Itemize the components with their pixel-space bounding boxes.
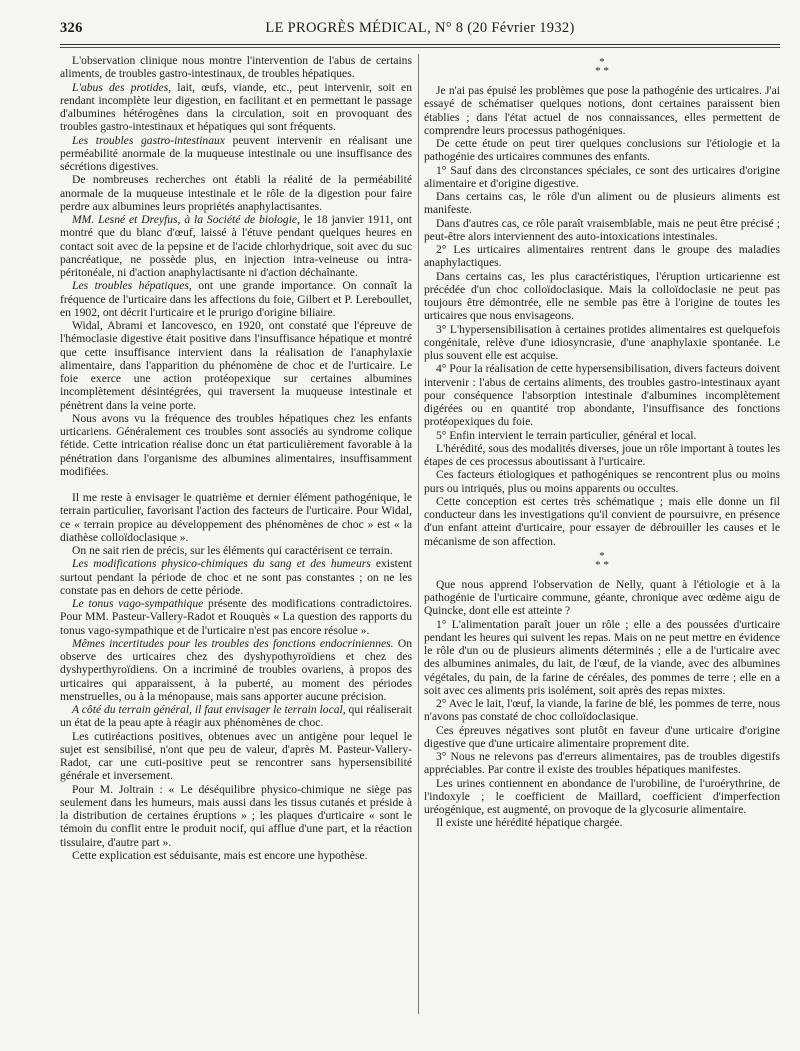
paragraph	[424, 270, 780, 323]
paragraph	[424, 323, 780, 363]
paragraph-text: Dans certains cas, le rôle d'un aliment ou de plusieurs aliments est manifeste.	[424, 190, 780, 217]
paragraph	[60, 279, 412, 319]
paragraph-text: 3° L'hypersensibilisation à certaines protides alimentaires est quelquefois congénitale, relève d'une idiosyncrasie, d'une anaphylaxie spontanée. Le plus souvent elle est acquise.	[424, 322, 780, 362]
paragraph-text: Nous avons vu la fréquence des troubles hépatiques chez les enfants urticariens. Généralement ces troubles sont associés au syndrome colique fétide. Cette intrication réalise donc un état particulièrement favorable à la pénétration dans l'organisme des albumines alimentaires, insuffisamment modifiées.	[60, 411, 412, 478]
paragraph	[424, 495, 780, 548]
paragraph-text: L'observation clinique nous montre l'intervention de l'abus de certains aliments, de troubles gastro-intestinaux, de troubles hépatiques.	[60, 54, 412, 81]
paragraph-text: On observe des urticaires chez des dyshypothyroïdiens et chez des dyshyperthyroïdiens. On a incriminé de troubles ovariens, à propos des urticaires qui apparaissent, à la puberté, au moment des périodes menstruelles, ou à la ménopause, mais sans apporter aucune précision.	[60, 636, 412, 703]
paragraph-text: De nombreuses recherches ont établi la réalité de la perméabilité anormale de la muqueuse intestinale et le rôle de la digestion pour faire perdre aux albumines leurs propriétés anaphylactisantes.	[60, 173, 412, 213]
paragraph	[424, 618, 780, 698]
paragraph-lead: Les troubles hépatiques,	[72, 279, 192, 293]
paragraph	[424, 164, 780, 191]
paragraph	[60, 412, 412, 478]
paragraph	[424, 578, 780, 618]
paragraph	[424, 84, 780, 137]
paragraph-text: lait, œufs, viande, etc., peut intervenir, soit en rendant incomplète leur digestion, en facilitant et en permettant le passage d'albumines hétérogènes dans la circulation, soit en provoquant des troubles gastro-intestinaux et hépatiques qui sont fréquents.	[60, 80, 412, 134]
paragraph-text: ont une grande importance. On connaît la fréquence de l'urticaire dans les affections du foie, Gilbert et P. Lereboullet, en 1902, ont décrit l'urticaire et le prurigo d'origine biliaire.	[60, 279, 412, 319]
paragraph-text: Dans d'autres cas, ce rôle paraît vraisemblable, mais ne peut être précisé ; peut-être alors interviennent des auto-intoxications intestinales.	[424, 216, 780, 243]
paragraph	[60, 849, 412, 862]
paragraph	[424, 468, 780, 495]
paragraph	[424, 442, 780, 469]
paragraph	[60, 703, 412, 730]
paragraph	[60, 491, 412, 544]
column-divider	[418, 54, 419, 1014]
paragraph	[424, 190, 780, 217]
paragraph	[60, 319, 412, 412]
paragraph-text: 5° Enfin intervient le terrain particulier, général et local.	[436, 428, 697, 442]
paragraph	[424, 362, 780, 428]
running-header	[60, 20, 780, 40]
paragraph-text: Il existe une hérédité hépatique chargée.	[436, 816, 623, 830]
paragraph-text: Cette conception est certes très schématique ; mais elle donne un fil conducteur dans les investigations qu'il convient de poursuivre, en présence d'un enfant atteint d'urticaire, pour essayer de débrouiller les causes et le mécanisme de son affection.	[424, 494, 780, 548]
paragraph-text: Je n'ai pas épuisé les problèmes que pose la pathogénie des urticaires. J'ai essayé de schématiser quelques notions, dont certaines paraissent bien établies ; dans l'état actuel de nos connaissances, elles permettent de comprendre leurs processus pathogéniques.	[424, 84, 780, 137]
paragraph	[60, 783, 412, 849]
paragraph-text: Les cutiréactions positives, obtenues avec un antigène pour lequel le sujet est sensibilisé, n'ont que peu de valeur, d'après M. Pasteur-Vallery-Radot, car une cuti-positive peut se rencontrer sans hypersensibilité générale et inversement.	[60, 729, 412, 783]
paragraph	[60, 597, 412, 637]
paragraph-text: Cette explication est séduisante, mais est encore une hypothèse.	[72, 848, 368, 862]
paragraph-text: qui réaliserait un état de la peau apte à réagir aux phénomènes de choc.	[60, 703, 412, 730]
paragraph-lead: Les troubles gastro-intestinaux	[72, 133, 225, 147]
paragraph-lead: L'abus des protides,	[72, 80, 172, 94]
paragraph-text: Ces épreuves négatives sont plutôt en faveur d'une urticaire d'origine digestive que d'une urticaire alimentaire proprement dite.	[424, 723, 780, 750]
paragraph-text: On ne sait rien de précis, sur les éléments qui caractérisent ce terrain.	[72, 544, 393, 557]
paragraph	[60, 557, 412, 597]
paragraph	[424, 243, 780, 270]
paragraph-text: Pour M. Joltrain : « Le déséquilibre physico-chimique ne siège pas seulement dans les humeurs, mais aussi dans les tissus cutanés et préside à la distribution de certaines éruptions » ; les plaques d'urticaire « sont le témoin du conflit entre le produit nocif, qui afflue d'une part, et la réaction tissulaire, d'autre part ».	[60, 782, 412, 849]
paragraph-text: le 18 janvier 1911, ont montré que du blanc d'œuf, laissé à l'étuve pendant quelques heures en contact soit avec de la pepsine et de l'acide chlorhydrique, soit avec du suc pancréatique, ne possède plus, en injection intra-veineuse ou intra-péritonéale, ni d'action anaphylactisante ni d'action déchaînante.	[60, 213, 412, 279]
right-column	[424, 54, 780, 1044]
paragraph	[424, 724, 780, 751]
paragraph-lead: MM. Lesné et Dreyfus, à la Société de biologie,	[72, 213, 300, 226]
section-separator-asterism: * * *	[595, 549, 609, 571]
paragraph-text: 1° L'alimentation paraît jouer un rôle ; elle a des poussées d'urticaire pendant les heures qui suivent les repas. Mais on ne peut mettre en évidence le rôle d'un ou de plusieurs aliments déterminés ; elle a de l'urticaire avec des albumines animales, du lait, de l'œuf, de la viande, avec des albumines végétales, du pain, de la farine de céréales, des pommes de terre ; elle en a soit avec ces aliments pris isolément, soit après des repas mixtes.	[424, 617, 780, 697]
paragraph-lead: Les modifications physico-chimiques du sang et des humeurs	[72, 557, 371, 571]
paragraph	[60, 81, 412, 134]
paragraph-text: existent surtout pendant la période de choc et ne sont pas constantes ; on ne les constate pas en dehors de cette période.	[60, 557, 412, 597]
paragraph	[424, 697, 780, 724]
paragraph-text: Il me reste à envisager le quatrième et dernier élément pathogénique, le terrain particulier, favorisant l'action des facteurs de l'urticaire. Pour Widal, ce « terrain propice au développement des phénomènes de choc » est « la diathèse colloïdoclasique ».	[60, 491, 412, 544]
paragraph-lead: Le tonus vago-sympathique	[72, 597, 204, 610]
paragraph	[424, 750, 780, 777]
paragraph	[424, 137, 780, 164]
paragraph	[60, 637, 412, 703]
header-rule	[60, 44, 780, 45]
paragraph-text: 3° Nous ne relevons pas d'erreurs alimentaires, pas de troubles digestifs appréciables. Par contre il existe des troubles hépatiques manifestes.	[424, 750, 780, 777]
running-title: LE PROGRÈS MÉDICAL, N° 8 (20 Février 1932)	[265, 20, 575, 36]
paragraph-text: Que nous apprend l'observation de Nelly, quant à l'étiologie et à la pathogénie de l'urticaire commune, géante, chronique avec œdème aigu de Quincke, dont elle est atteinte ?	[424, 577, 780, 618]
paragraph	[60, 213, 412, 279]
left-column	[60, 54, 412, 1044]
paragraph-text: 2° Les urticaires alimentaires rentrent dans le groupe des maladies anaphylactiques.	[424, 243, 780, 270]
paragraph-lead: A côté du terrain général, il faut envisager le terrain local,	[72, 703, 346, 716]
paragraph	[60, 54, 412, 81]
section-separator-asterism: * * *	[595, 56, 609, 77]
paragraph-lead: Mêmes incertitudes pour les troubles des fonctions endocriniennes.	[72, 636, 394, 650]
paragraph	[60, 173, 412, 213]
paragraph	[424, 217, 780, 244]
paragraph-text: Widal, Abrami et Iancovesco, en 1920, ont constaté que l'épreuve de l'hémoclasie digestive était positive dans l'insuffisance hépatique et montré que cette insuffisance intervient dans la réalisation de l'anaphylaxie alimentaire, dans l'apparition du phénomène de choc et de l'urticaire. Le foie exerce une action protéopexique sur certaines albumines incomplètement désintégrées, qui traversent la muqueuse intestinale et pénètrent dans la veine porte.	[60, 319, 412, 412]
paragraph-text: 4° Pour la réalisation de cette hypersensibilisation, divers facteurs doivent intervenir : l'abus de certains aliments, des troubles gastro-intestinaux ayant pour conséquence l'absorption intestinale d'albumines incomplètement digérées ou en quantité trop abondante, l'insuffisance des fonctions protéopexiques du foie.	[424, 362, 780, 429]
header-rule-thin	[60, 47, 780, 48]
paragraph-text: Dans certains cas, les plus caractéristiques, l'éruption urticarienne est précédée d'un choc colloïdoclasique. Mais la colloïdoclasie ne peut pas toujours être démontrée, elle ne semble pas être à l'origine de toutes les urticaires que nous envisageons.	[424, 269, 780, 323]
paragraph	[424, 816, 780, 829]
paragraph-text: Ces facteurs étiologiques et pathogéniques se rencontrent plus ou moins purs ou intriqués, plus ou moins apparents ou occultes.	[424, 468, 780, 495]
page-number: 326	[60, 20, 83, 36]
paragraph-text: 2° Avec le lait, l'œuf, la viande, la farine de blé, les pommes de terre, nous n'avons pas constaté de choc colloïdoclasique.	[424, 697, 780, 724]
paragraph	[424, 777, 780, 817]
paragraph-text: peuvent intervenir en réalisant une perméabilité anormale de la muqueuse intestinale ou une insuffisance des sécrétions digestives.	[60, 133, 412, 173]
paragraph-text: 1° Sauf dans des circonstances spéciales, ce sont des urticaires d'origine alimentaire et d'origine digestive.	[424, 163, 780, 190]
paragraph-text: L'hérédité, sous des modalités diverses, joue un rôle important à toutes les étapes de ces processus aboutissant à l'urticaire.	[424, 441, 780, 468]
paragraph-text: présente des modifications contradictoires. Pour MM. Pasteur-Vallery-Radot et Rouquès « La question des rapports du tonus vago-sympathique et de l'urticaire n'est pas encore résolue ».	[60, 597, 412, 637]
paragraph	[424, 429, 780, 442]
paragraph	[60, 730, 412, 783]
paragraph-text: Les urines contiennent en abondance de l'urobiline, de l'uroérythrine, de l'indoxyle ; le coefficient de Maillard, coefficient d'imperfection uréogénique, est augmenté, on provoque de la glycosurie alimentaire.	[424, 776, 780, 816]
paragraph	[60, 134, 412, 174]
paragraph	[60, 544, 412, 557]
paragraph-text: De cette étude on peut tirer quelques conclusions sur l'étiologie et la pathogénie des urticaires communes des enfants.	[424, 137, 780, 164]
